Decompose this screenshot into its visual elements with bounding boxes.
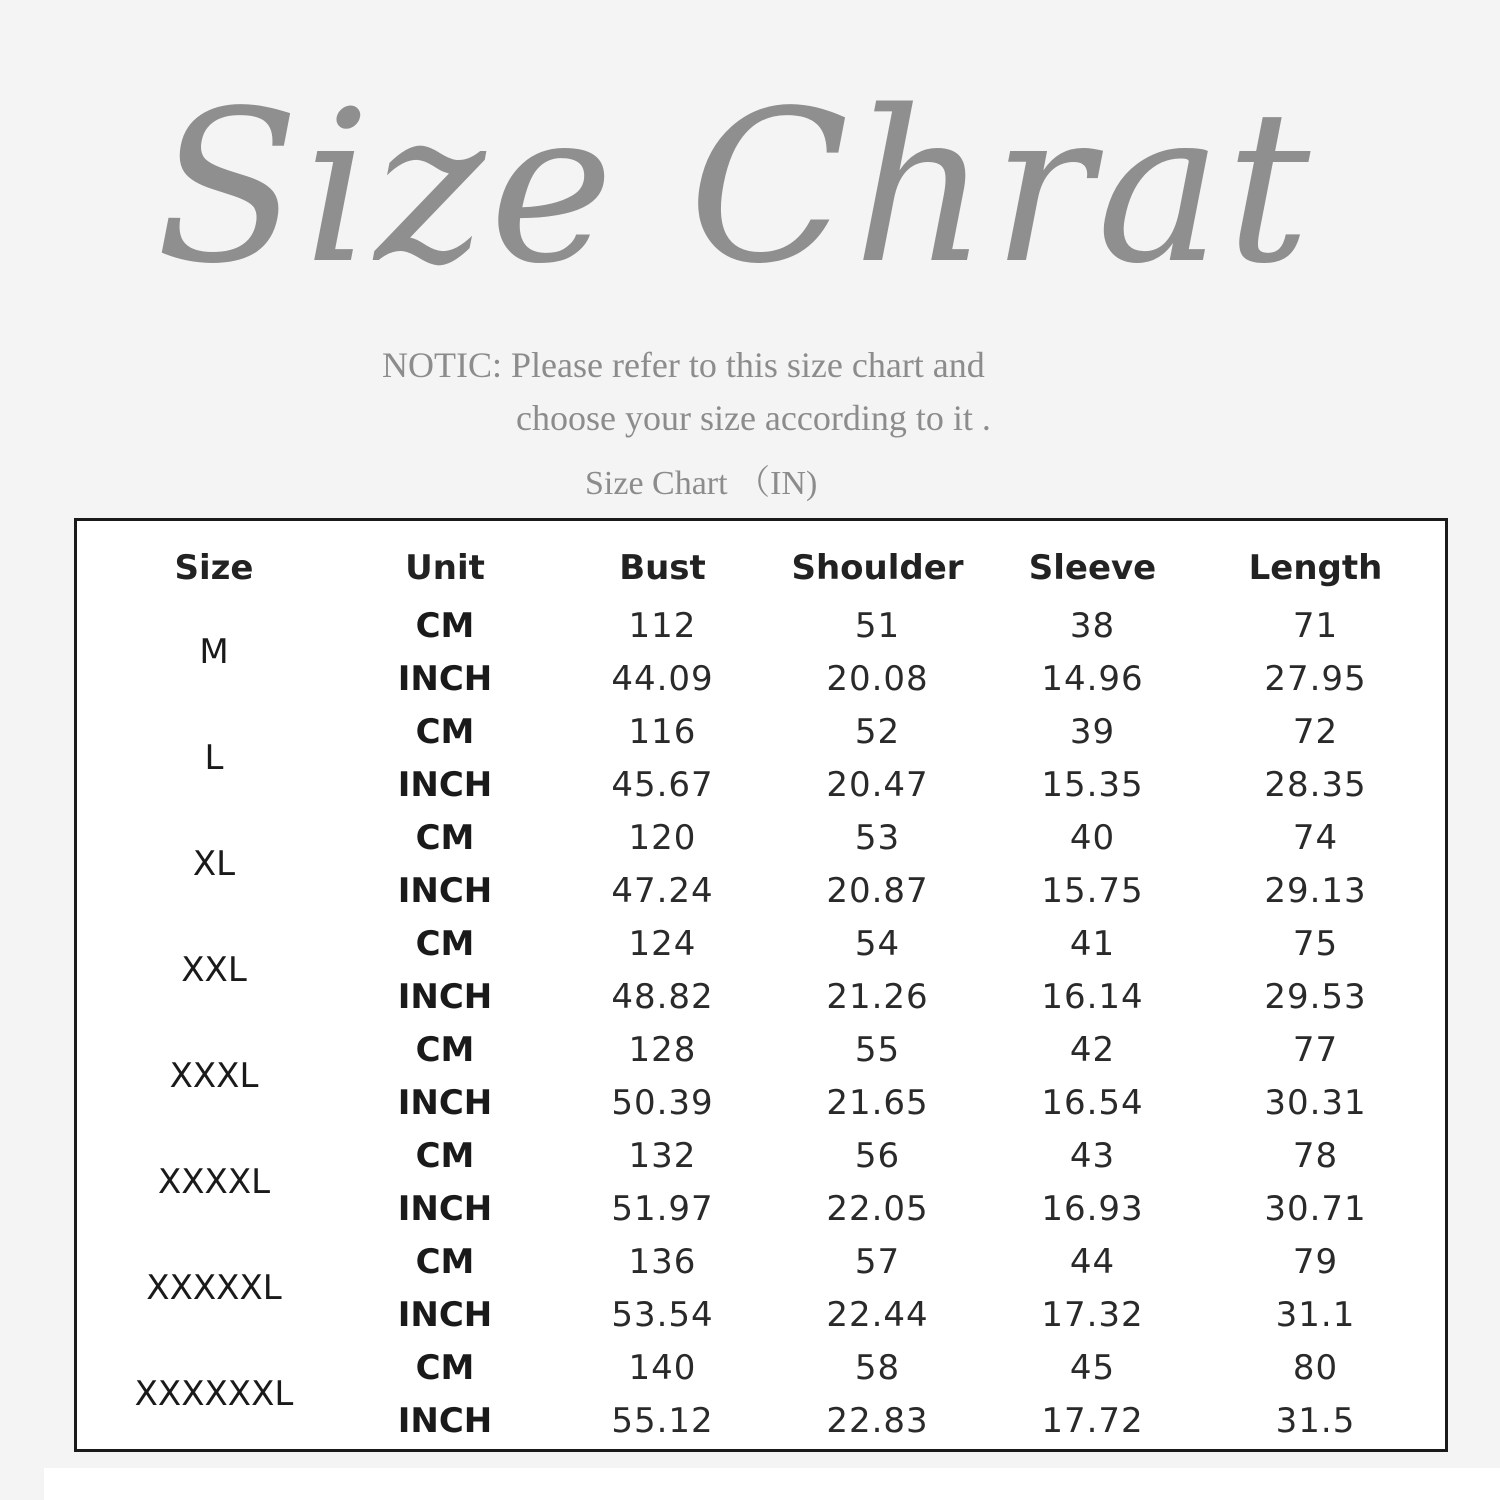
unit-cm: CM bbox=[415, 1029, 475, 1070]
bust-value: 140 bbox=[628, 1347, 697, 1388]
unit-inch: INCH bbox=[397, 1294, 493, 1335]
size-label: XXXXXL bbox=[146, 1268, 282, 1308]
sleeve-value: 43 bbox=[1069, 1135, 1116, 1176]
length-value: 30.31 bbox=[1264, 1082, 1367, 1123]
shoulder-value: 21.26 bbox=[826, 976, 929, 1017]
bust-value: 44.09 bbox=[611, 658, 714, 699]
page-title-text: Size Chrat bbox=[155, 65, 1315, 310]
sleeve-value: 42 bbox=[1069, 1029, 1116, 1070]
length-value: 74 bbox=[1292, 817, 1339, 858]
size-label: L bbox=[204, 738, 224, 778]
length-value: 31.1 bbox=[1275, 1294, 1356, 1335]
bust-value: 116 bbox=[628, 711, 697, 752]
table-row bbox=[93, 1235, 1431, 1288]
shoulder-value: 22.83 bbox=[826, 1400, 929, 1441]
sleeve-value: 16.14 bbox=[1041, 976, 1144, 1017]
size-label: XL bbox=[192, 844, 236, 884]
length-value: 29.53 bbox=[1264, 976, 1367, 1017]
header-shoulder: Shoulder bbox=[791, 548, 964, 588]
table-row bbox=[93, 811, 1431, 864]
length-value: 28.35 bbox=[1264, 764, 1367, 805]
sleeve-value: 45 bbox=[1069, 1347, 1116, 1388]
unit-cm: CM bbox=[415, 817, 475, 858]
unit-inch: INCH bbox=[397, 870, 493, 911]
size-label: XXL bbox=[181, 950, 247, 990]
unit-cm: CM bbox=[415, 605, 475, 646]
notice-line-1: NOTIC: Please refer to this size chart and bbox=[382, 345, 985, 385]
length-value: 77 bbox=[1292, 1029, 1339, 1070]
bust-value: 136 bbox=[628, 1241, 697, 1282]
table-row bbox=[93, 705, 1431, 758]
length-value: 27.95 bbox=[1264, 658, 1367, 699]
sleeve-value: 41 bbox=[1069, 923, 1116, 964]
bust-value: 124 bbox=[628, 923, 697, 964]
table-row bbox=[93, 1129, 1431, 1182]
unit-inch: INCH bbox=[397, 658, 493, 699]
unit-cm: CM bbox=[415, 923, 475, 964]
bust-value: 55.12 bbox=[611, 1400, 714, 1441]
bust-value: 51.97 bbox=[611, 1188, 714, 1229]
unit-inch: INCH bbox=[397, 976, 493, 1017]
unit-cm: CM bbox=[415, 1347, 475, 1388]
shoulder-value: 22.05 bbox=[826, 1188, 929, 1229]
shoulder-value: 22.44 bbox=[826, 1294, 929, 1335]
sleeve-value: 15.35 bbox=[1041, 764, 1144, 805]
size-chart-caption: Size Chart （IN) bbox=[585, 465, 818, 502]
table-row bbox=[93, 599, 1431, 652]
sleeve-value: 14.96 bbox=[1041, 658, 1144, 699]
sleeve-value: 17.32 bbox=[1041, 1294, 1144, 1335]
unit-cm: CM bbox=[415, 1135, 475, 1176]
shoulder-value: 53 bbox=[854, 817, 901, 858]
shoulder-value: 51 bbox=[854, 605, 901, 646]
bust-value: 45.67 bbox=[611, 764, 714, 805]
header-length: Length bbox=[1248, 548, 1383, 588]
length-value: 31.5 bbox=[1275, 1400, 1356, 1441]
bust-value: 120 bbox=[628, 817, 697, 858]
length-value: 30.71 bbox=[1264, 1188, 1367, 1229]
shoulder-value: 21.65 bbox=[826, 1082, 929, 1123]
bust-value: 53.54 bbox=[611, 1294, 714, 1335]
table-row bbox=[93, 1341, 1431, 1394]
bottom-divider bbox=[44, 1468, 1500, 1500]
bust-value: 112 bbox=[628, 605, 697, 646]
bust-value: 48.82 bbox=[611, 976, 714, 1017]
shoulder-value: 57 bbox=[854, 1241, 901, 1282]
shoulder-value: 55 bbox=[854, 1029, 901, 1070]
length-value: 71 bbox=[1292, 605, 1339, 646]
sleeve-value: 15.75 bbox=[1041, 870, 1144, 911]
table-header-row bbox=[93, 537, 1431, 599]
sleeve-value: 17.72 bbox=[1041, 1400, 1144, 1441]
unit-inch: INCH bbox=[397, 1188, 493, 1229]
table-row bbox=[93, 1023, 1431, 1076]
shoulder-value: 20.47 bbox=[826, 764, 929, 805]
sleeve-value: 44 bbox=[1069, 1241, 1116, 1282]
bust-value: 50.39 bbox=[611, 1082, 714, 1123]
length-value: 79 bbox=[1292, 1241, 1339, 1282]
notice-line-2: choose your size according to it . bbox=[516, 398, 991, 438]
size-label: XXXXXXL bbox=[134, 1374, 294, 1414]
bust-value: 132 bbox=[628, 1135, 697, 1176]
length-value: 72 bbox=[1292, 711, 1339, 752]
length-value: 29.13 bbox=[1264, 870, 1367, 911]
shoulder-value: 56 bbox=[854, 1135, 901, 1176]
header-unit: Unit bbox=[405, 548, 485, 588]
sleeve-value: 16.93 bbox=[1041, 1188, 1144, 1229]
sleeve-value: 16.54 bbox=[1041, 1082, 1144, 1123]
shoulder-value: 52 bbox=[854, 711, 901, 752]
size-table-container bbox=[93, 537, 1429, 1441]
size-label: M bbox=[199, 632, 229, 672]
size-label: XXXL bbox=[169, 1056, 259, 1096]
length-value: 75 bbox=[1292, 923, 1339, 964]
sleeve-value: 40 bbox=[1069, 817, 1116, 858]
page-title bbox=[0, 60, 1500, 340]
unit-inch: INCH bbox=[397, 1400, 493, 1441]
unit-inch: INCH bbox=[397, 1082, 493, 1123]
unit-cm: CM bbox=[415, 711, 475, 752]
bust-value: 128 bbox=[628, 1029, 697, 1070]
unit-cm: CM bbox=[415, 1241, 475, 1282]
header-size: Size bbox=[174, 548, 254, 588]
table-row bbox=[93, 917, 1431, 970]
sleeve-value: 39 bbox=[1069, 711, 1116, 752]
size-table-frame bbox=[74, 518, 1448, 1452]
header-sleeve: Sleeve bbox=[1028, 548, 1157, 588]
shoulder-value: 58 bbox=[854, 1347, 901, 1388]
shoulder-value: 20.87 bbox=[826, 870, 929, 911]
bust-value: 47.24 bbox=[611, 870, 714, 911]
size-label: XXXXL bbox=[157, 1162, 271, 1202]
unit-inch: INCH bbox=[397, 764, 493, 805]
length-value: 80 bbox=[1292, 1347, 1339, 1388]
size-table bbox=[93, 537, 1431, 1447]
sleeve-value: 38 bbox=[1069, 605, 1116, 646]
shoulder-value: 20.08 bbox=[826, 658, 929, 699]
shoulder-value: 54 bbox=[854, 923, 901, 964]
header-bust: Bust bbox=[619, 548, 706, 588]
length-value: 78 bbox=[1292, 1135, 1339, 1176]
